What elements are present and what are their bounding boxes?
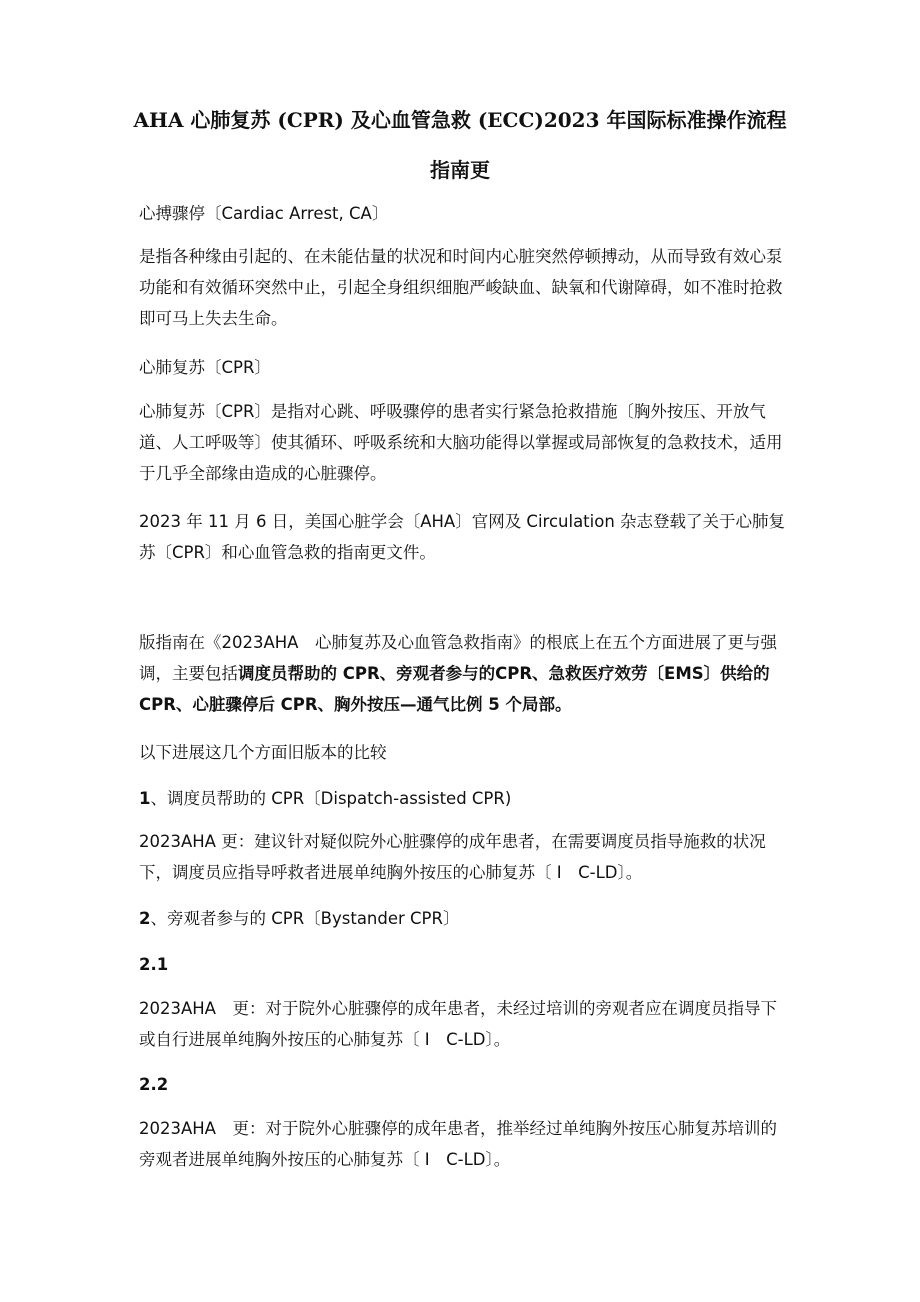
ca-paragraph: 是指各种缘由引起的、在未能估量的状况和时间内心脏突然停顿搏动，从而导致有效心泵功能和有效循环突然中止，引起全身组织细胞严峻缺血、缺氧和代谢障碍，如不准时抢救即可马上失去生命。 [139,247,783,328]
intro-text: 版指南在《2023AHA 心肺复苏及心血管急救指南》的根底上在五个方面进展了更与强调，主要包括 [139,633,777,683]
compare-paragraph: 以下进展这几个方面旧版本的比较 [139,743,387,762]
section2-1-paragraph: 2023AHA 更：对于院外心脏骤停的成年患者，未经过培训的旁观者应在调度员指导下或自行进展单纯胸外按压的心肺复苏〔 I C-LD〕。 [139,999,777,1049]
section2-1-number: 2.1 [139,955,169,974]
cpr-paragraph: 心肺复苏〔CPR〕是指对心跳、呼吸骤停的患者实行紧急抢救措施〔胸外按压、开放气道、人工呼吸等〕使其循环、呼吸系统和大脑功能得以掌握或局部恢复的急救技术，适用于几乎全部缘由造成的心脏骤停。 [139,402,783,483]
section2-number: 2 [139,909,151,928]
cpr-heading: 心肺复苏〔CPR〕 [139,358,271,377]
ca-heading: 心搏骤停〔Cardiac Arrest, CA〕 [139,204,389,223]
section1-paragraph: 2023AHA 更：建议针对疑似院外心脏骤停的成年患者，在需要调度员指导施救的状况下，调度员应指导呼救者进展单纯胸外按压的心肺复苏〔 I C-LD〕。 [139,832,766,882]
section2-2-number: 2.2 [139,1075,169,1094]
document-title-line2: 指南更 [430,158,490,182]
section2-heading [139,903,789,934]
intro-bold-text: 调度员帮助的 CPR、旁观者参与的CPR、急救医疗效劳〔EMS〕供给的 CPR、心脏骤停后 CPR、胸外按压—通气比例 5 个局部。 [139,664,770,714]
section1-title: 、调度员帮助的 CPR〔Dispatch-assisted CPR) [150,789,512,808]
intro-paragraph [139,627,789,720]
section1-heading [139,783,789,814]
section1-number: 1 [139,789,151,808]
section2-2-paragraph: 2023AHA 更：对于院外心脏骤停的成年患者，推举经过单纯胸外按压心肺复苏培训的旁观者进展单纯胸外按压的心肺复苏〔 I C-LD〕。 [139,1119,777,1169]
section2-title: 、旁观者参与的 CPR〔Bystander CPR〕 [150,909,460,928]
news-paragraph: 2023 年 11 月 6 日，美国心脏学会〔AHA〕官网及 Circulation 杂志登载了关于心肺复苏〔CPR〕和心血管急救的指南更文件。 [139,512,786,562]
document-title-line1: AHA 心肺复苏 (CPR) 及心血管急救 (ECC)2023 年国际标准操作流程 [133,108,787,132]
